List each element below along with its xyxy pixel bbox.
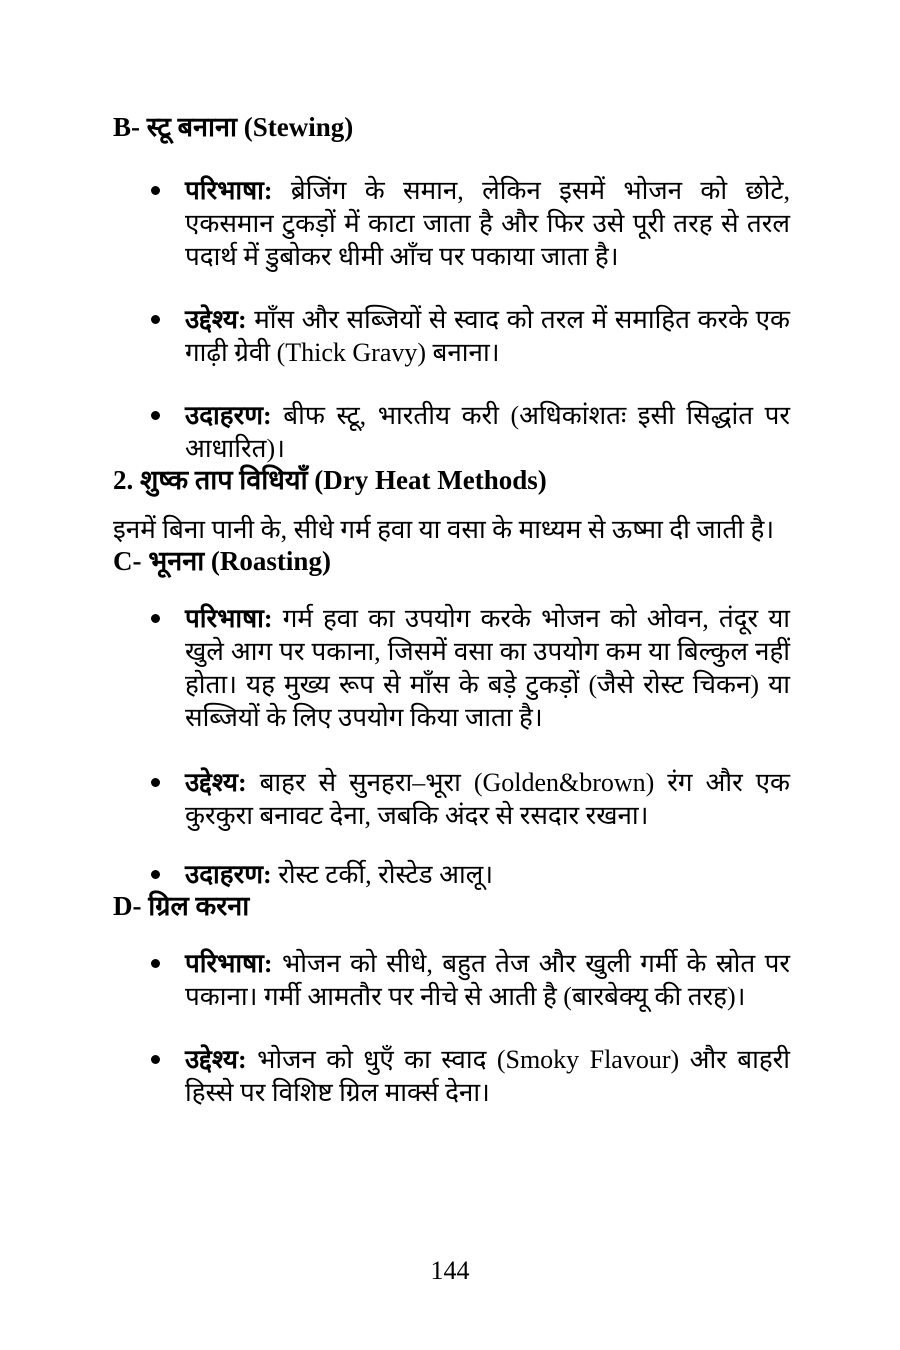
bullet-label: उद्देश्य:: [185, 1045, 247, 1074]
roasting-bullet-purpose: [113, 766, 790, 832]
stewing-bullet-definition: [113, 174, 790, 273]
bullet-dot-icon: [151, 411, 160, 420]
stewing-bullet-list: [113, 174, 790, 465]
bullet-label: उदाहरण:: [185, 401, 272, 430]
roasting-bullet-example: [113, 858, 790, 891]
bullet-text: बीफ स्टू, भारतीय करी (अधिकांशतः इसी सिद्धांत पर आधारित)।: [185, 401, 791, 463]
heading-dry-heat-methods: 2. शुष्क ताप विधियाँ (Dry Heat Methods): [113, 465, 547, 495]
stewing-bullet-purpose: [113, 303, 790, 369]
bullet-dot-icon: [151, 778, 160, 787]
bullet-dot-icon: [151, 614, 160, 623]
bullet-dot-icon: [151, 315, 160, 324]
bullet-label: उद्देश्य:: [185, 768, 247, 797]
roasting-bullet-definition: [113, 602, 790, 734]
stewing-bullet-example: [113, 399, 790, 465]
bullet-text: बाहर से सुनहरा–भूरा (Golden&brown) रंग और एक कुरकुरा बनावट देना, जबकि अंदर से रसदार रखना।: [185, 768, 791, 830]
grilling-bullet-purpose: [113, 1043, 790, 1109]
bullet-dot-icon: [151, 186, 160, 195]
grilling-bullet-definition: [113, 947, 790, 1013]
bullet-dot-icon: [151, 1055, 160, 1064]
roasting-bullet-list: [113, 602, 790, 891]
heading-grilling: D- ग्रिल करना: [113, 891, 250, 921]
bullet-label: परिभाषा:: [185, 949, 273, 978]
bullet-dot-icon: [151, 959, 160, 968]
bullet-text: ब्रेजिंग के समान, लेकिन इसमें भोजन को छोटे, एकसमान टुकड़ों में काटा जाता है और फिर उसे पूरी तरह से तरल पदार्थ में डुबोकर धीमी आँच पर पकाया जाता है।: [185, 176, 790, 271]
page-number: 144: [430, 1256, 470, 1285]
bullet-dot-icon: [151, 870, 160, 879]
bullet-text: भोजन को सीधे, बहुत तेज और खुली गर्मी के स्रोत पर पकाना। गर्मी आमतौर पर नीचे से आती है (बारबेक्यू की तरह)।: [185, 949, 790, 1011]
bullet-label: उदाहरण:: [185, 860, 272, 889]
bullet-text: भोजन को धुएँ का स्वाद (Smoky Flavour) और बाहरी हिस्से पर विशिष्ट ग्रिल मार्क्स देना।: [185, 1045, 791, 1107]
bullet-text: गर्म हवा का उपयोग करके भोजन को ओवन, तंदूर या खुले आग पर पकाना, जिसमें वसा का उपयोग कम या बिल्कुल नहीं होता। यह मुख्य रूप से माँस के बड़े टुकड़ों (जैसे रोस्ट चिकन) या सब्जियों के लिए उपयोग किया जाता है।: [185, 604, 791, 732]
bullet-label: उद्देश्य:: [185, 305, 247, 334]
bullet-text: रोस्ट टर्की, रोस्टेड आलू।: [278, 860, 494, 889]
grilling-bullet-list: [113, 947, 790, 1109]
heading-stewing: B- स्टू बनाना (Stewing): [113, 112, 354, 142]
bullet-text: माँस और सब्जियों से स्वाद को तरल में समाहित करके एक गाढ़ी ग्रेवी (Thick Gravy) बनाना।: [185, 305, 791, 367]
bullet-label: परिभाषा:: [185, 604, 273, 633]
heading-roasting: C- भूनना (Roasting): [113, 546, 331, 576]
bullet-label: परिभाषा:: [185, 176, 273, 205]
dry-heat-intro-paragraph: इनमें बिना पानी के, सीधे गर्म हवा या वसा के माध्यम से ऊष्मा दी जाती है।: [113, 515, 775, 544]
